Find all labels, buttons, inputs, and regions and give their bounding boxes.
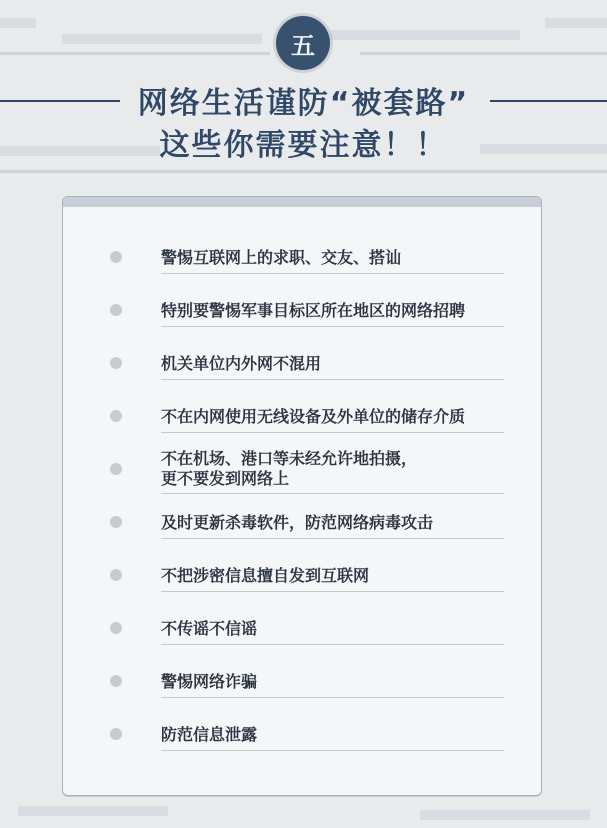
item-divider <box>161 273 504 274</box>
bullet-icon <box>110 675 122 687</box>
item-text: 警惕网络诈骗 <box>161 672 258 691</box>
item-text: 警惕互联网上的求职、交友、搭讪 <box>161 248 402 267</box>
page-subtitle: 这些你需要注意！！ <box>159 128 448 163</box>
list-item <box>63 663 541 715</box>
item-divider <box>161 432 504 433</box>
section-number-badge <box>276 16 330 70</box>
item-text: 机关单位内外网不混用 <box>161 354 322 373</box>
item-divider <box>161 591 504 592</box>
list-item <box>63 716 541 768</box>
bullet-icon <box>110 357 122 369</box>
badge-number: 五 <box>291 31 315 60</box>
list-item <box>63 504 541 556</box>
item-text: 不传谣不信谣 <box>161 619 258 638</box>
card-header-bar <box>63 197 541 207</box>
list-item <box>63 557 541 609</box>
item-text: 特别要警惕军事目标区所在地区的网络招聘 <box>161 301 466 320</box>
item-divider <box>161 326 504 327</box>
bullet-icon <box>110 304 122 316</box>
item-text: 不在机场、港口等未经允许地拍摄， <box>161 449 418 468</box>
bullet-icon <box>110 516 122 528</box>
item-divider <box>161 644 504 645</box>
bullet-icon <box>110 251 122 263</box>
list-item <box>63 239 541 291</box>
item-divider <box>161 493 504 494</box>
item-divider <box>161 697 504 698</box>
bullet-icon <box>110 569 122 581</box>
list-item <box>63 610 541 662</box>
bullet-icon <box>110 463 122 475</box>
bullet-icon <box>110 728 122 740</box>
list-item <box>63 345 541 397</box>
item-text: 及时更新杀毒软件，防范网络病毒攻击 <box>161 513 434 532</box>
item-text: 防范信息泄露 <box>161 725 258 744</box>
list-item <box>63 292 541 344</box>
item-text: 不在内网使用无线设备及外单位的储存介质 <box>161 407 466 426</box>
list-item <box>63 445 541 505</box>
item-text-line2: 更不要发到网络上 <box>161 469 290 488</box>
item-divider <box>161 379 504 380</box>
list-item <box>63 398 541 450</box>
item-divider <box>161 750 504 751</box>
tips-card <box>62 196 542 796</box>
item-text: 不把涉密信息擅自发到互联网 <box>161 566 370 585</box>
bullet-icon <box>110 622 122 634</box>
item-divider <box>161 538 504 539</box>
page-title: 网络生活谨防“被套路” <box>137 86 470 121</box>
bullet-icon <box>110 410 122 422</box>
